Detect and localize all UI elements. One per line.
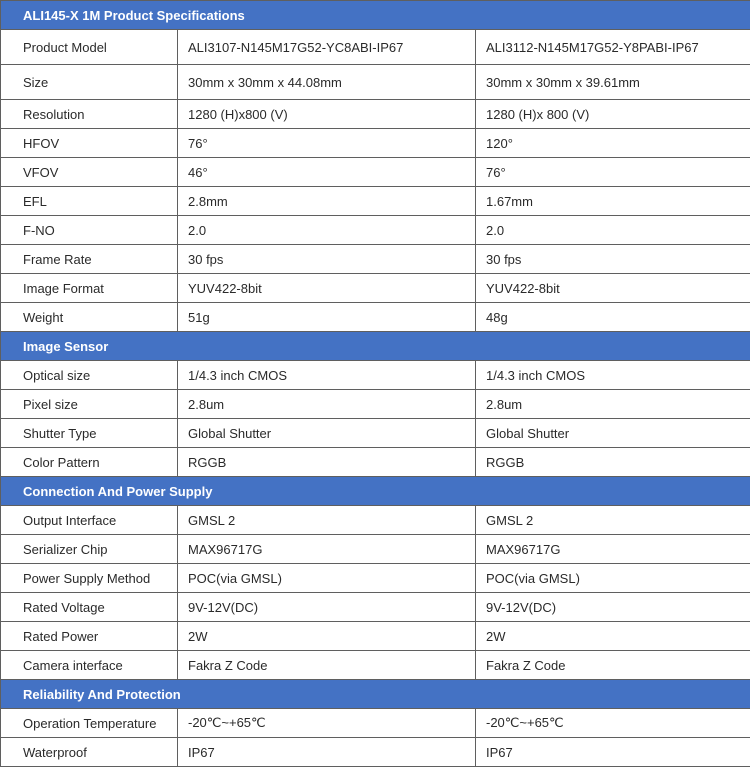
table-row [1,65,750,100]
table-row [1,361,750,390]
model-1-value: RGGB [178,448,476,477]
row-label: Camera interface [1,651,178,680]
model-1-value: IP67 [178,738,476,767]
table-row [1,100,750,129]
model-2-value: YUV422-8bit [476,274,750,303]
model-2-value: 1280 (H)x 800 (V) [476,100,750,129]
model-2-value: GMSL 2 [476,506,750,535]
model-2-value: RGGB [476,448,750,477]
model-2-value: 48g [476,303,750,332]
model-1-value: 2.8um [178,390,476,419]
row-label: Output Interface [1,506,178,535]
table-row [1,709,750,738]
row-label: HFOV [1,129,178,158]
row-label: Product Model [1,30,178,65]
section-title: ALI145-X 1M Product Specifications [1,1,750,30]
model-2-value: 2.0 [476,216,750,245]
model-1-value: ALI3107-N145M17G52-YC8ABI-IP67 [178,30,476,65]
table-row [1,738,750,767]
model-2-value: 1.67mm [476,187,750,216]
row-label: VFOV [1,158,178,187]
model-2-value: IP67 [476,738,750,767]
table-row [1,274,750,303]
table-row [1,651,750,680]
row-label: Frame Rate [1,245,178,274]
model-2-value: 9V-12V(DC) [476,593,750,622]
model-1-value: 30mm x 30mm x 44.08mm [178,65,476,100]
row-label: Image Format [1,274,178,303]
model-1-value: MAX96717G [178,535,476,564]
table-row [1,535,750,564]
model-2-value: 120° [476,129,750,158]
model-2-value: 2.8um [476,390,750,419]
section-title: Connection And Power Supply [1,477,750,506]
row-label: Shutter Type [1,419,178,448]
model-2-value: MAX96717G [476,535,750,564]
model-2-value: Fakra Z Code [476,651,750,680]
section-header-connection-power [1,477,750,506]
row-label: Rated Voltage [1,593,178,622]
model-2-value: 76° [476,158,750,187]
row-label: Optical size [1,361,178,390]
row-label: Color Pattern [1,448,178,477]
model-1-value: YUV422-8bit [178,274,476,303]
section-header-image-sensor [1,332,750,361]
model-2-value: Global Shutter [476,419,750,448]
model-1-value: Fakra Z Code [178,651,476,680]
section-header-product-specs [1,1,750,30]
row-label: Waterproof [1,738,178,767]
model-1-value: -20℃~+65℃ [178,709,476,738]
row-label: F-NO [1,216,178,245]
model-1-value: 30 fps [178,245,476,274]
model-1-value: POC(via GMSL) [178,564,476,593]
row-label: Serializer Chip [1,535,178,564]
row-label: Weight [1,303,178,332]
model-1-value: 2.8mm [178,187,476,216]
table-row [1,593,750,622]
section-title: Image Sensor [1,332,750,361]
model-2-value: 2W [476,622,750,651]
row-label: Resolution [1,100,178,129]
model-1-value: 9V-12V(DC) [178,593,476,622]
model-2-value: 1/4.3 inch CMOS [476,361,750,390]
model-1-value: 2W [178,622,476,651]
table-row [1,158,750,187]
model-1-value: 51g [178,303,476,332]
model-1-value: 76° [178,129,476,158]
row-label: EFL [1,187,178,216]
model-1-value: 2.0 [178,216,476,245]
model-2-value: -20℃~+65℃ [476,709,750,738]
table-row [1,245,750,274]
row-label: Operation Temperature [1,709,178,738]
table-row [1,622,750,651]
table-row [1,564,750,593]
row-label: Pixel size [1,390,178,419]
model-1-value: GMSL 2 [178,506,476,535]
model-1-value: 1280 (H)x800 (V) [178,100,476,129]
table-row [1,187,750,216]
row-label: Rated Power [1,622,178,651]
table-row [1,30,750,65]
model-1-value: Global Shutter [178,419,476,448]
model-2-value: 30 fps [476,245,750,274]
table-row [1,448,750,477]
section-title: Reliability And Protection [1,680,750,709]
row-label: Power Supply Method [1,564,178,593]
model-2-value: 30mm x 30mm x 39.61mm [476,65,750,100]
model-1-value: 46° [178,158,476,187]
table-row [1,129,750,158]
section-header-reliability [1,680,750,709]
table-row [1,506,750,535]
table-row [1,419,750,448]
table-row [1,216,750,245]
row-label: Size [1,65,178,100]
model-2-value: ALI3112-N145M17G52-Y8PABI-IP67 [476,30,750,65]
table-row [1,390,750,419]
model-2-value: POC(via GMSL) [476,564,750,593]
table-row [1,303,750,332]
model-1-value: 1/4.3 inch CMOS [178,361,476,390]
